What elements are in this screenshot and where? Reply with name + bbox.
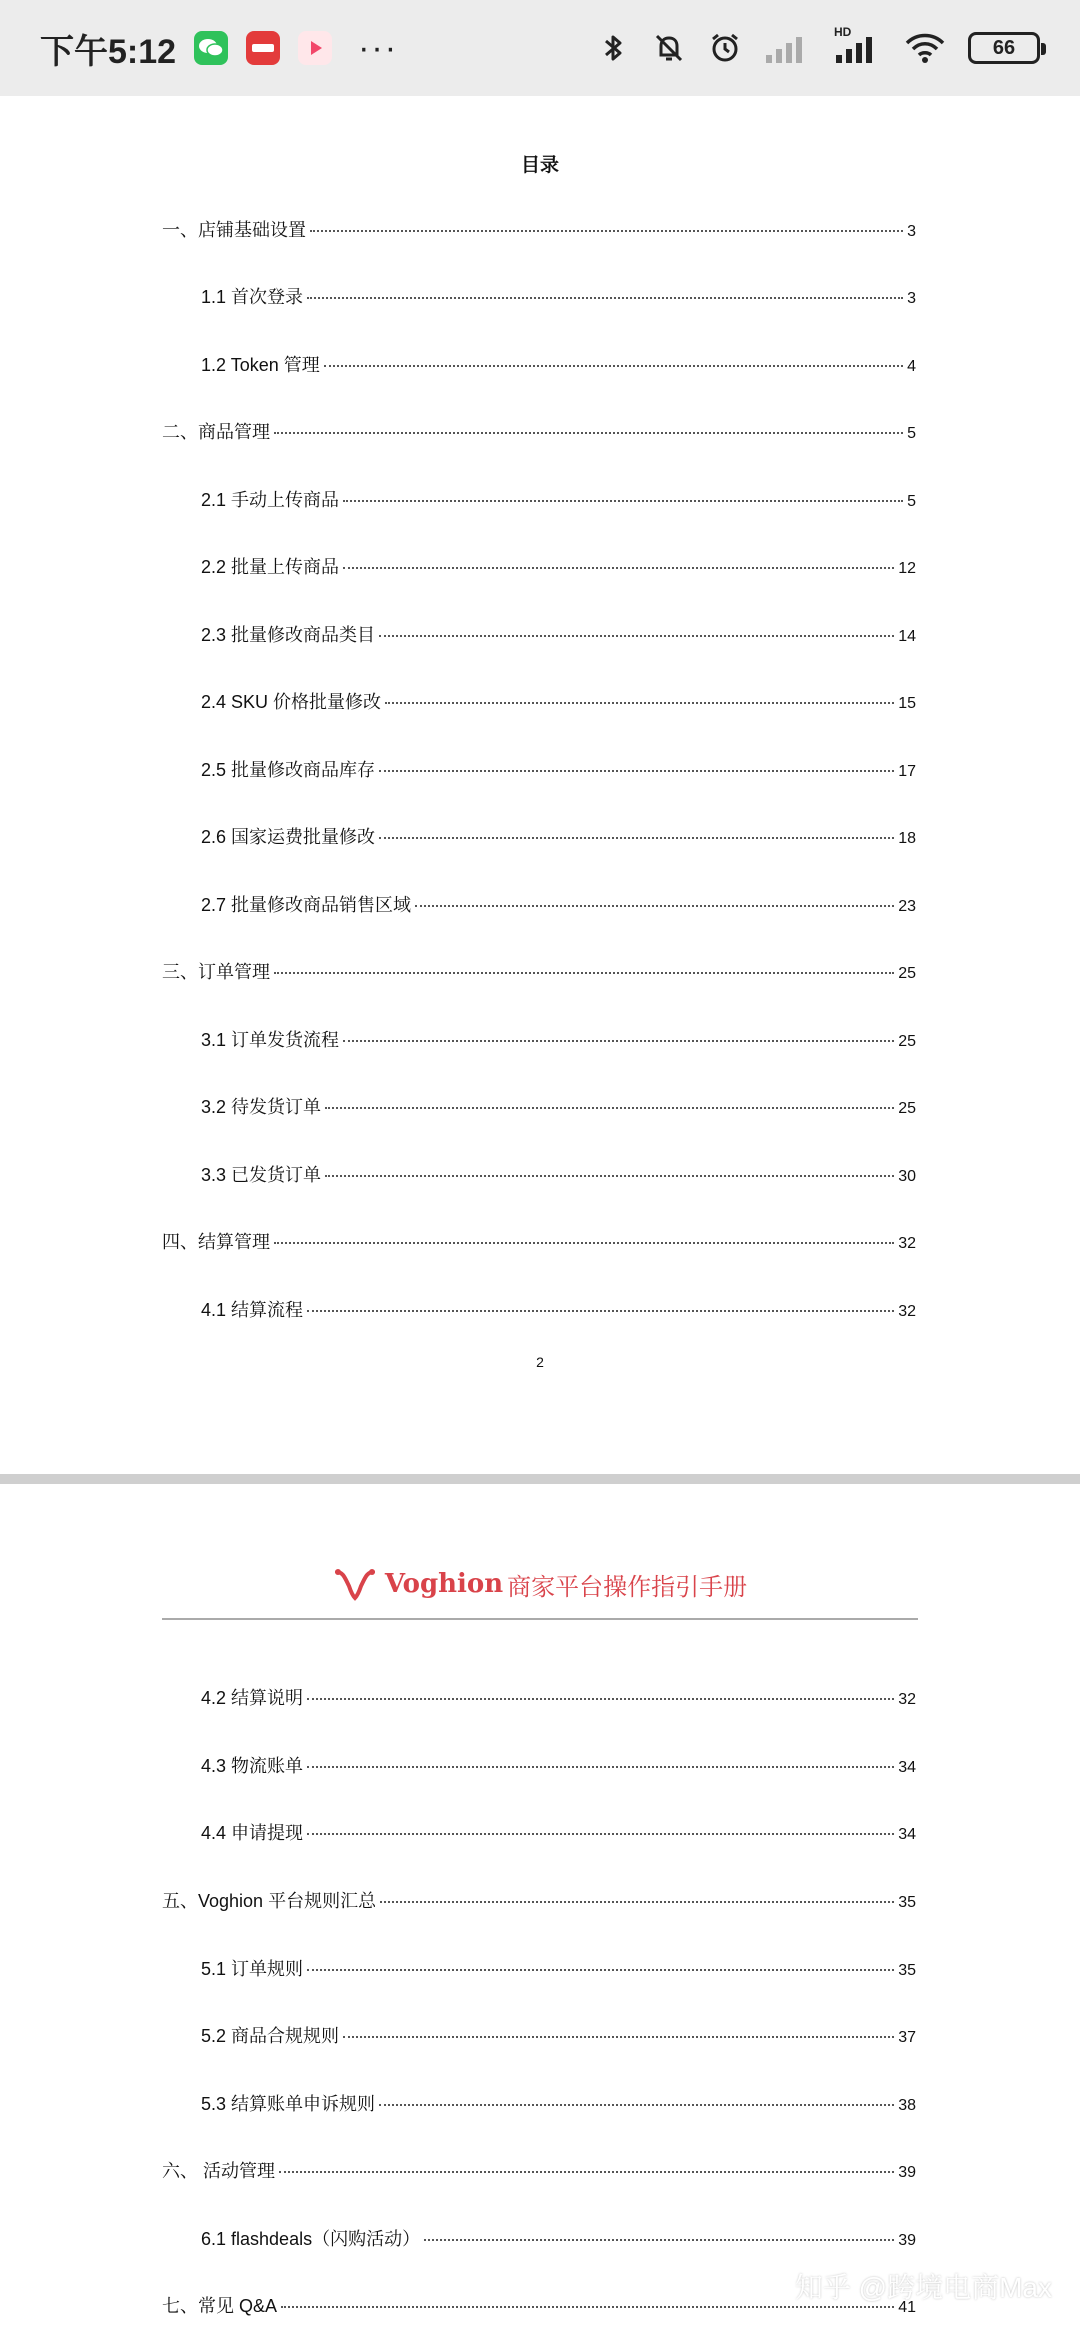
toc-entry[interactable]: 2.2 批量上传商品 12	[201, 557, 916, 577]
toc-entry[interactable]: 七、常见 Q&A 41	[162, 2296, 916, 2316]
brand-header	[0, 1564, 1080, 1604]
wechat-icon	[194, 31, 228, 65]
toc-entry[interactable]: 2.5 批量修改商品库存 17	[201, 760, 916, 780]
page-number: 2	[536, 1354, 544, 1370]
hd-label: HD	[834, 25, 852, 39]
toc-entry[interactable]: 一、店铺基础设置 3	[162, 220, 916, 240]
toc-entry[interactable]: 1.2 Token 管理 4	[201, 355, 916, 375]
toc-entry[interactable]: 2.6 国家运费批量修改 18	[201, 827, 916, 847]
toc-entry[interactable]: 2.1 手动上传商品 5	[201, 490, 916, 510]
toc-entry[interactable]: 2.3 批量修改商品类目 14	[201, 625, 916, 645]
bluetooth-icon	[596, 31, 630, 65]
toc-entry[interactable]: 5.1 订单规则 35	[201, 1959, 916, 1979]
wifi-icon	[904, 31, 946, 65]
alarm-icon	[708, 31, 742, 65]
battery-level: 66	[992, 36, 1016, 59]
toc-entry[interactable]: 5.2 商品合规规则 37	[201, 2026, 916, 2046]
toc-entry[interactable]: 3.2 待发货订单 25	[201, 1097, 916, 1117]
toc-entry[interactable]: 三、订单管理 25	[162, 962, 916, 982]
app-pink-icon	[298, 31, 332, 65]
status-bar	[0, 0, 1080, 96]
toc-entry[interactable]: 4.4 申请提现 34	[201, 1823, 916, 1843]
toc-entry[interactable]: 4.2 结算说明 32	[201, 1688, 916, 1708]
hd-signal-icon	[834, 25, 882, 65]
brand-subtitle: 商家平台操作指引手册	[507, 1573, 748, 1601]
battery-icon	[968, 32, 1040, 64]
signal-icon	[764, 31, 812, 65]
document-page-2[interactable]	[0, 1484, 1080, 2340]
toc-entry[interactable]: 二、商品管理 5	[162, 422, 916, 442]
voghion-logo-icon	[333, 1564, 377, 1604]
toc-entry[interactable]: 5.3 结算账单申诉规则 38	[201, 2094, 916, 2114]
toc-entry[interactable]: 6.1 flashdeals（闪购活动） 39	[201, 2229, 916, 2249]
toc-entry[interactable]: 五、Voghion 平台规则汇总 35	[162, 1891, 916, 1911]
toc-entry[interactable]: 2.4 SKU 价格批量修改 15	[201, 692, 916, 712]
more-notifications-icon: ···	[358, 28, 399, 67]
toc-entry[interactable]: 1.1 首次登录 3	[201, 287, 916, 307]
page-separator	[0, 1474, 1080, 1484]
toc-entry[interactable]: 3.3 已发货订单 30	[201, 1165, 916, 1185]
toc-entry[interactable]: 4.1 结算流程 32	[201, 1300, 916, 1320]
watermark: 知乎 @跨境电商Max	[794, 2272, 1052, 2303]
toc-entry[interactable]: 3.1 订单发货流程 25	[201, 1030, 916, 1050]
toc-title: 目录	[520, 155, 559, 176]
mute-bell-icon	[652, 31, 686, 65]
header-rule	[162, 1618, 918, 1620]
toc-entry[interactable]: 四、结算管理 32	[162, 1232, 916, 1252]
toc-entry[interactable]: 4.3 物流账单 34	[201, 1756, 916, 1776]
toc-entry[interactable]: 2.7 批量修改商品销售区域 23	[201, 895, 916, 915]
toc-entry[interactable]: 六、 活动管理 39	[162, 2161, 916, 2181]
document-page-1[interactable]	[0, 96, 1080, 1474]
app-red-icon	[246, 31, 280, 65]
brand-name: Voghion	[384, 1569, 504, 1599]
status-time: 下午5:12	[40, 32, 177, 71]
